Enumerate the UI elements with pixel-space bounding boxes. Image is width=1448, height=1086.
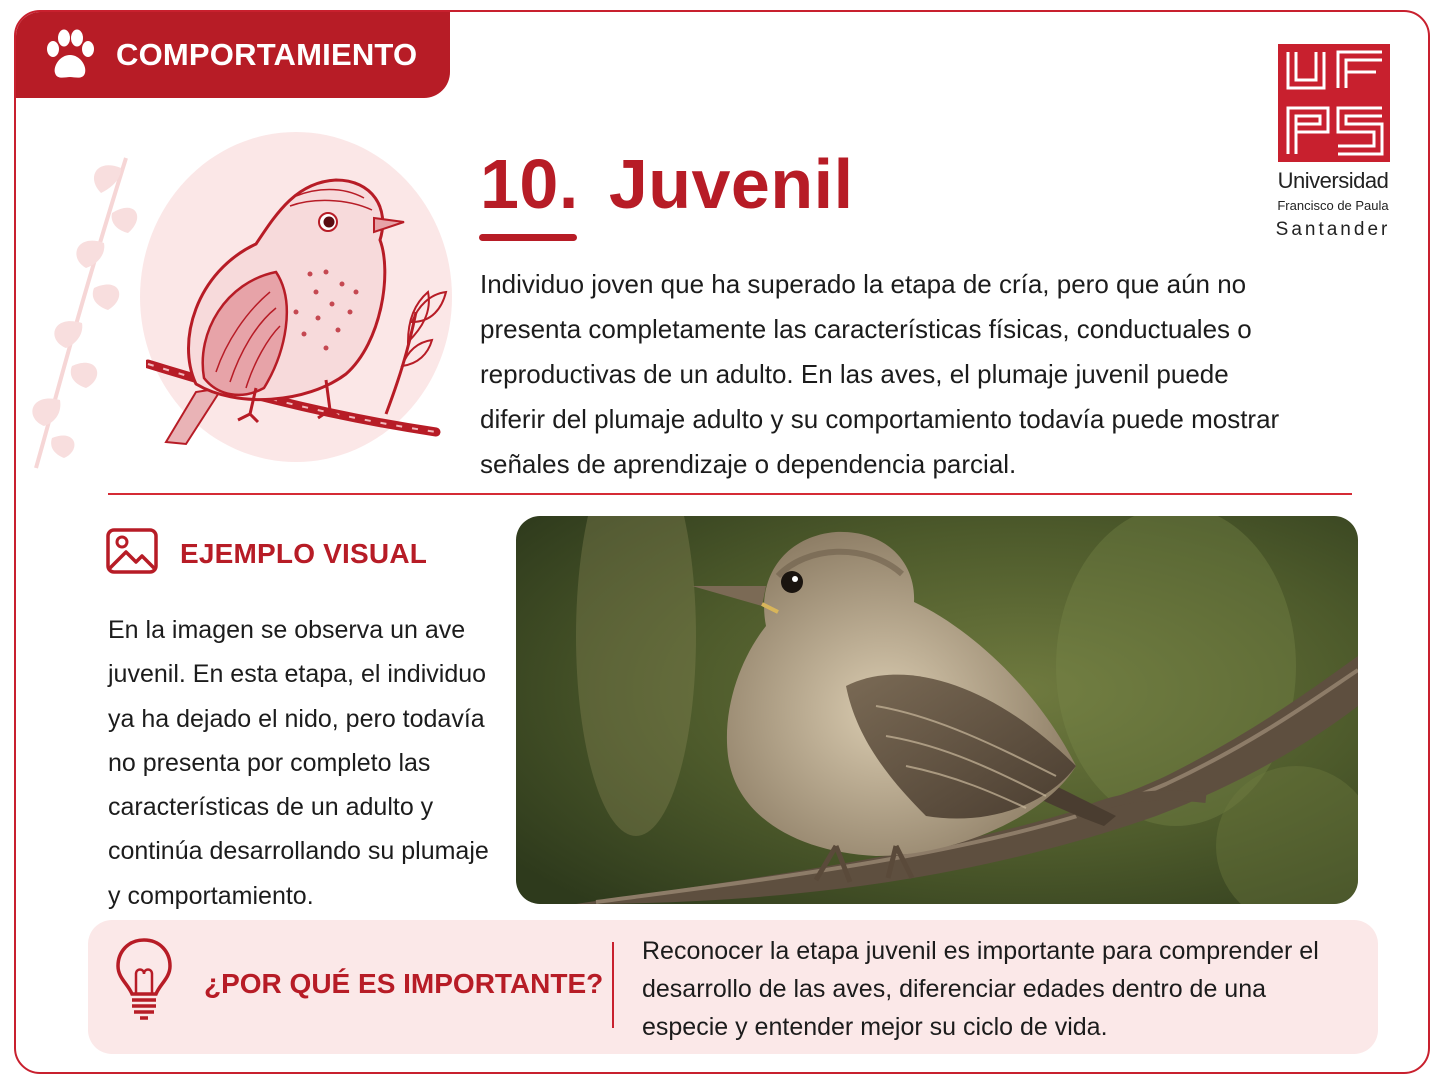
visual-example-text: En la imagen se observa un ave juvenil. En esta etapa, el individuo ya ha dejado el nido, pero todavía no presenta por completo las características de un adulto y continúa desarrollando su plumaje y comportamiento. <box>108 616 489 910</box>
logo-santander: Santander <box>1275 219 1391 240</box>
importance-box <box>88 920 1378 1054</box>
category-label: COMPORTAMIENTO <box>116 37 418 72</box>
importance-text: Reconocer la etapa juvenil es importante para comprender el desarrollo de las aves, diferenciar edades dentro de una especie y entender mejor su ciclo de vida. <box>642 937 1319 1041</box>
title-underline <box>479 234 577 241</box>
paw-icon <box>40 28 100 84</box>
lightbulb-icon <box>114 934 174 1024</box>
entry-number: 10. <box>480 145 579 223</box>
visual-example-title: EJEMPLO VISUAL <box>180 538 428 569</box>
entry-description: Individuo joven que ha superado la etapa de cría, pero que aún no presenta completamente las características físicas, conductuales o reproductivas de un adulto. En las aves, el plumaje juvenil puede diferir del plumaje adulto y su comportamiento todavía puede mostrar señales de aprendizaje o dependencia parcial. <box>480 269 1280 479</box>
section-divider <box>108 493 1352 495</box>
ufps-logo <box>1278 44 1390 162</box>
info-card <box>14 10 1430 1074</box>
juvenile-bird-photo <box>516 516 1358 904</box>
category-tag <box>16 12 450 98</box>
bird-engraving-illustration <box>146 152 456 452</box>
logo-university: Universidad <box>1277 168 1389 193</box>
importance-title: ¿POR QUÉ ES IMPORTANTE? <box>204 968 604 999</box>
image-icon <box>106 528 158 574</box>
logo-francisco: Francisco de Paula <box>1277 198 1389 213</box>
decorative-leaves-illustration <box>16 138 146 478</box>
page-title <box>480 144 854 224</box>
importance-separator <box>612 942 614 1028</box>
entry-title: Juvenil <box>608 145 854 223</box>
